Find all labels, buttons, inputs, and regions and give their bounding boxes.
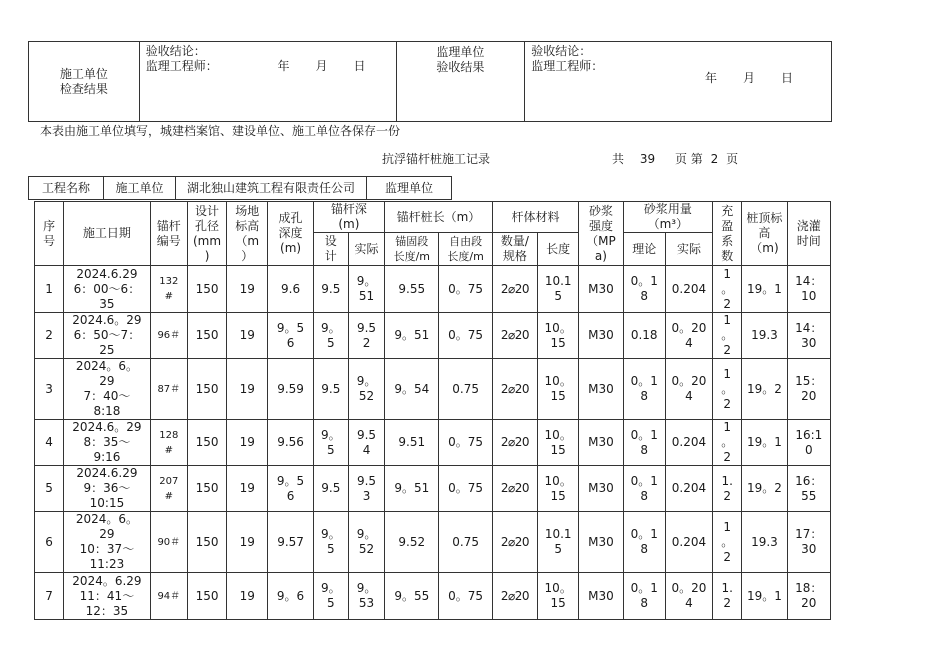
construction-acceptance-cell (139, 42, 396, 122)
col-length: 长度 (538, 233, 579, 266)
row-anchor-id: 90＃ (150, 512, 187, 573)
row-hole-depth: 9.6 (268, 266, 313, 313)
row-actual-usage: 0。20 4 (665, 313, 712, 359)
row-pile-top-elevation: 19。2 (742, 359, 787, 420)
table-row (35, 420, 831, 466)
construction-unit-label: 施工单位 (104, 177, 176, 200)
row-pile-top-elevation: 19.3 (742, 313, 787, 359)
row-pour-time: 17： 30 (787, 512, 830, 573)
row-qty-spec: 2⌀20 (492, 573, 537, 620)
header-row-1 (35, 202, 831, 233)
row-no: 1 (35, 266, 64, 313)
row-fill-coefficient: 1. 2 (713, 466, 742, 512)
col-free-length: 自由段 长度/m (439, 233, 492, 266)
table-row (35, 313, 831, 359)
table-row (35, 512, 831, 573)
page-info: 共 39 页 第 2 页 (612, 152, 739, 166)
row-date: 2024。6。 29 10：37～ 11:23 (64, 512, 151, 573)
row-length: 10.1 5 (538, 266, 579, 313)
row-hole-depth: 9.57 (268, 512, 313, 573)
col-no: 序 号 (35, 202, 64, 266)
row-free-length: 0。75 (439, 313, 492, 359)
row-design-diameter: 150 (187, 573, 226, 620)
construction-engineer: 监理工程师： (145, 59, 218, 73)
row-free-length: 0.75 (439, 359, 492, 420)
row-site-elevation: 19 (227, 266, 268, 313)
col-hole-depth: 成孔 深度 (m) (268, 202, 313, 266)
supervision-unit-label: 监理单位 验收结果 (396, 42, 525, 122)
row-mortar-strength: M30 (579, 313, 623, 359)
row-actual-depth: 9。 51 (348, 266, 384, 313)
construction-conclusion: 验收结论： (145, 44, 206, 58)
row-length: 10。 15 (538, 359, 579, 420)
row-design-depth: 9.5 (313, 466, 348, 512)
table-row (35, 359, 831, 420)
row-fill-coefficient: 1 。 2 (713, 420, 742, 466)
row-no: 2 (35, 313, 64, 359)
row-design-diameter: 150 (187, 466, 226, 512)
table-row (35, 573, 831, 620)
storage-note: 本表由施工单位填写，城建档案馆、建设单位、施工单位各保存一份 (40, 124, 401, 138)
row-length: 10。 15 (538, 420, 579, 466)
col-anchored-length: 锚固段 长度/m (385, 233, 439, 266)
row-mortar-strength: M30 (579, 466, 623, 512)
row-design-depth: 9。 5 (313, 420, 348, 466)
row-free-length: 0。75 (439, 420, 492, 466)
row-fill-coefficient: 1 。 2 (713, 359, 742, 420)
row-theory-usage: 0。1 8 (623, 420, 665, 466)
row-site-elevation: 19 (227, 359, 268, 420)
project-info-table (28, 176, 452, 200)
row-design-diameter: 150 (187, 420, 226, 466)
row-date: 2024。6。 29 7：40～ 8:18 (64, 359, 151, 420)
row-anchor-id: 94＃ (150, 573, 187, 620)
row-anchored-length: 9。51 (385, 313, 439, 359)
row-hole-depth: 9.56 (268, 420, 313, 466)
row-pile-top-elevation: 19。1 (742, 266, 787, 313)
row-pile-top-elevation: 19.3 (742, 512, 787, 573)
row-site-elevation: 19 (227, 573, 268, 620)
row-fill-coefficient: 1. 2 (713, 573, 742, 620)
row-anchor-id: 87＃ (150, 359, 187, 420)
construction-unit-value: 湖北独山建筑工程有限责任公司 (176, 177, 367, 200)
row-qty-spec: 2⌀20 (492, 359, 537, 420)
row-mortar-strength: M30 (579, 512, 623, 573)
row-actual-usage: 0。20 4 (665, 573, 712, 620)
supervision-acceptance-cell (525, 42, 832, 122)
col-actual-usage: 实际 (665, 233, 712, 266)
row-mortar-strength: M30 (579, 266, 623, 313)
row-pour-time: 16： 55 (787, 466, 830, 512)
row-actual-usage: 0。20 4 (665, 359, 712, 420)
document-title: 抗浮锚杆桩施工记录 (382, 152, 491, 166)
col-mortar-strength: 砂浆 强度 （MP a) (579, 202, 623, 266)
row-pile-top-elevation: 19。1 (742, 573, 787, 620)
col-pile-length: 锚杆桩长（m） (385, 202, 493, 233)
row-theory-usage: 0。1 8 (623, 266, 665, 313)
col-anchor-depth: 锚杆深 (m) (313, 202, 384, 233)
row-theory-usage: 0。1 8 (623, 573, 665, 620)
row-hole-depth: 9。5 6 (268, 313, 313, 359)
supervision-unit-label: 监理单位 (367, 177, 452, 200)
col-theory-usage: 理论 (623, 233, 665, 266)
col-design-diameter: 设计 孔径 (mm ) (187, 202, 226, 266)
row-anchored-length: 9。55 (385, 573, 439, 620)
row-actual-usage: 0.204 (665, 512, 712, 573)
row-no: 4 (35, 420, 64, 466)
row-pile-top-elevation: 19。1 (742, 420, 787, 466)
row-design-diameter: 150 (187, 266, 226, 313)
col-fill-coefficient: 充 盈 系 数 (713, 202, 742, 266)
row-qty-spec: 2⌀20 (492, 512, 537, 573)
row-design-diameter: 150 (187, 512, 226, 573)
row-design-diameter: 150 (187, 359, 226, 420)
table-row (35, 466, 831, 512)
row-no: 3 (35, 359, 64, 420)
row-actual-usage: 0.204 (665, 466, 712, 512)
row-free-length: 0。75 (439, 266, 492, 313)
col-anchor-no: 锚杆 编号 (150, 202, 187, 266)
col-actual-depth: 实际 (348, 233, 384, 266)
row-fill-coefficient: 1 。 2 (713, 512, 742, 573)
row-pour-time: 15： 20 (787, 359, 830, 420)
row-actual-usage: 0.204 (665, 266, 712, 313)
row-anchored-length: 9.51 (385, 420, 439, 466)
row-pile-top-elevation: 19。2 (742, 466, 787, 512)
row-site-elevation: 19 (227, 466, 268, 512)
record-rows (35, 266, 831, 620)
row-no: 6 (35, 512, 64, 573)
row-site-elevation: 19 (227, 313, 268, 359)
row-site-elevation: 19 (227, 512, 268, 573)
row-actual-depth: 9。 52 (348, 359, 384, 420)
row-theory-usage: 0。1 8 (623, 466, 665, 512)
row-qty-spec: 2⌀20 (492, 466, 537, 512)
row-qty-spec: 2⌀20 (492, 266, 537, 313)
anchor-pile-record-table (34, 201, 831, 620)
row-anchor-id: 128 # (150, 420, 187, 466)
row-length: 10。 15 (538, 313, 579, 359)
row-qty-spec: 2⌀20 (492, 313, 537, 359)
row-design-depth: 9.5 (313, 266, 348, 313)
row-design-diameter: 150 (187, 313, 226, 359)
row-design-depth: 9。 5 (313, 573, 348, 620)
row-theory-usage: 0.18 (623, 313, 665, 359)
row-date: 2024.6。29 8：35～ 9:16 (64, 420, 151, 466)
acceptance-table (28, 41, 832, 122)
row-anchored-length: 9.52 (385, 512, 439, 573)
row-anchor-id: 132 # (150, 266, 187, 313)
supervision-date: 年 月 日 (704, 71, 793, 85)
row-free-length: 0。75 (439, 466, 492, 512)
col-material: 杆体材料 (492, 202, 579, 233)
row-actual-depth: 9.5 4 (348, 420, 384, 466)
table-row (35, 266, 831, 313)
construction-unit-label: 施工单位 检查结果 (29, 42, 140, 122)
row-design-depth: 9。 5 (313, 512, 348, 573)
col-mortar-usage: 砂浆用量 （m³） (623, 202, 713, 233)
row-anchored-length: 9.55 (385, 266, 439, 313)
row-date: 2024。6.29 11：41～ 12：35 (64, 573, 151, 620)
row-qty-spec: 2⌀20 (492, 420, 537, 466)
row-fill-coefficient: 1 。 2 (713, 266, 742, 313)
supervision-engineer: 监理工程师： (531, 59, 604, 73)
row-actual-depth: 9.5 2 (348, 313, 384, 359)
row-length: 10。 15 (538, 573, 579, 620)
col-qty-spec: 数量/ 规格 (492, 233, 537, 266)
row-mortar-strength: M30 (579, 420, 623, 466)
row-date: 2024.6.29 6：00～6： 35 (64, 266, 151, 313)
row-anchored-length: 9。54 (385, 359, 439, 420)
row-anchor-id: 96＃ (150, 313, 187, 359)
col-design-depth: 设 计 (313, 233, 348, 266)
supervision-conclusion: 验收结论： (531, 44, 592, 58)
construction-date: 年 月 日 (277, 59, 366, 73)
row-date: 2024.6.29 9：36～ 10:15 (64, 466, 151, 512)
row-free-length: 0.75 (439, 512, 492, 573)
row-pour-time: 18： 20 (787, 573, 830, 620)
col-site-elevation: 场地 标高 （m ） (227, 202, 268, 266)
row-anchor-id: 207 # (150, 466, 187, 512)
row-mortar-strength: M30 (579, 359, 623, 420)
col-pour-time: 浇灌 时间 (787, 202, 830, 266)
row-hole-depth: 9。6 (268, 573, 313, 620)
row-site-elevation: 19 (227, 420, 268, 466)
row-length: 10。 15 (538, 466, 579, 512)
row-hole-depth: 9。5 6 (268, 466, 313, 512)
row-mortar-strength: M30 (579, 573, 623, 620)
project-name-label: 工程名称 (29, 177, 104, 200)
row-anchored-length: 9。51 (385, 466, 439, 512)
row-actual-usage: 0.204 (665, 420, 712, 466)
row-pour-time: 14： 30 (787, 313, 830, 359)
row-actual-depth: 9。 53 (348, 573, 384, 620)
row-actual-depth: 9.5 3 (348, 466, 384, 512)
row-no: 7 (35, 573, 64, 620)
row-date: 2024.6。29 6：50～7： 25 (64, 313, 151, 359)
col-pile-top-elevation: 桩顶标 高 （m) (742, 202, 787, 266)
row-theory-usage: 0。1 8 (623, 359, 665, 420)
row-design-depth: 9.5 (313, 359, 348, 420)
row-fill-coefficient: 1 。 2 (713, 313, 742, 359)
row-theory-usage: 0。1 8 (623, 512, 665, 573)
col-date: 施工日期 (64, 202, 151, 266)
row-free-length: 0。75 (439, 573, 492, 620)
row-length: 10.1 5 (538, 512, 579, 573)
row-pour-time: 16:1 0 (787, 420, 830, 466)
row-actual-depth: 9。 52 (348, 512, 384, 573)
row-pour-time: 14： 10 (787, 266, 830, 313)
row-hole-depth: 9.59 (268, 359, 313, 420)
row-no: 5 (35, 466, 64, 512)
row-design-depth: 9。 5 (313, 313, 348, 359)
